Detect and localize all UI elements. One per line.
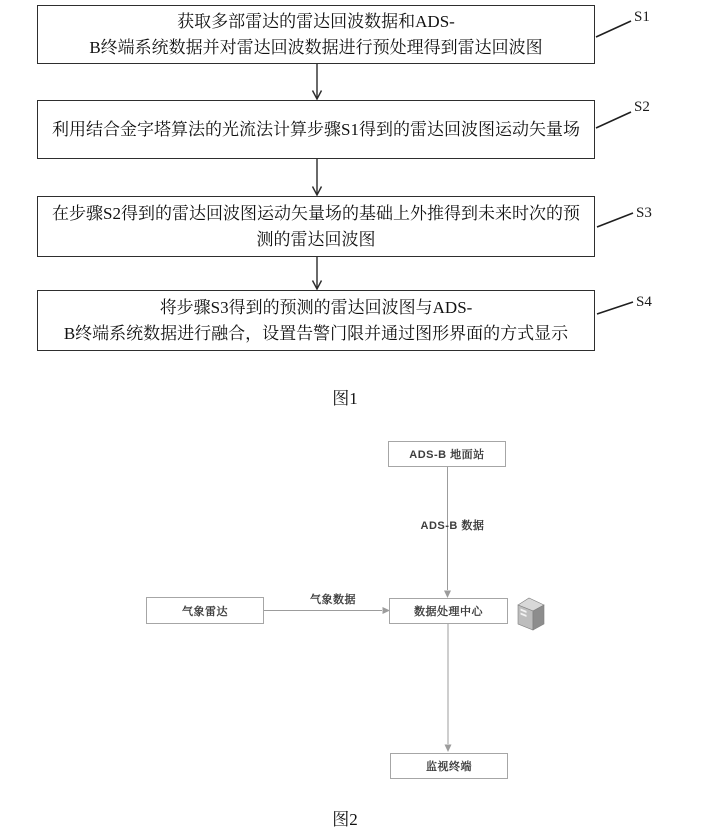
node-weather-radar-label: 气象雷达 xyxy=(182,605,228,618)
node-adsb-ground-station xyxy=(388,441,506,467)
step-label-s3: S3 xyxy=(636,205,652,221)
node-weather-radar xyxy=(146,597,264,624)
step-s3-text-line2: 测的雷达回波图 xyxy=(256,229,376,249)
node-monitor-terminal-label: 监视终端 xyxy=(426,761,472,773)
figure1-caption: 图1 xyxy=(332,389,358,408)
step-s4-text-line1: 将步骤S3得到的预测的雷达回波图与ADS- xyxy=(159,297,473,317)
step-label-s2: S2 xyxy=(634,99,650,115)
leader-line-s2 xyxy=(596,112,631,128)
step-s2-text-line1: 利用结合金字塔算法的光流法计算步骤S1得到的雷达回波图运动矢量场 xyxy=(52,119,580,139)
step-s1-text-line2: B终端系统数据并对雷达回波数据进行预处理得到雷达回波图 xyxy=(89,37,543,57)
step-s1-text-line1: 获取多部雷达的雷达回波数据和ADS- xyxy=(177,11,455,31)
arrowhead-s3-s4 xyxy=(313,281,322,290)
arrowhead-s1-s2 xyxy=(313,91,322,100)
leader-line-s4 xyxy=(597,302,633,314)
arrowhead-adsb-to-center xyxy=(444,591,451,599)
step-label-s4: S4 xyxy=(636,294,652,310)
figure2-caption: 图2 xyxy=(332,810,358,829)
server-icon-slot xyxy=(521,613,527,618)
node-monitor-terminal xyxy=(390,753,508,779)
server-icon-slot xyxy=(521,609,527,614)
node-data-processing-center-label: 数据处理中心 xyxy=(414,606,483,618)
arrowhead-center-to-monitor xyxy=(445,745,452,753)
leader-line-s1 xyxy=(596,21,631,37)
step-s3-text-line1: 在步骤S2得到的雷达回波图运动矢量场的基础上外推得到未来时次的预 xyxy=(52,203,580,223)
server-icon xyxy=(518,598,544,630)
edge-label-adsb-data: ADS-B 数据 xyxy=(420,520,485,532)
server-icon-side-face xyxy=(533,605,544,630)
step-box-s3 xyxy=(37,196,595,257)
step-label-s1: S1 xyxy=(634,9,650,25)
step-box-s1 xyxy=(37,5,595,64)
step-box-s2 xyxy=(37,100,595,159)
server-icon-front-face xyxy=(518,605,533,630)
leader-line-s3 xyxy=(597,213,633,227)
arrowhead-s2-s3 xyxy=(313,187,322,196)
edge-label-weather-data: 气象数据 xyxy=(310,594,356,606)
node-adsb-ground-station-label: ADS-B 地面站 xyxy=(409,449,485,461)
step-box-s4 xyxy=(37,290,595,351)
node-data-processing-center xyxy=(389,598,508,624)
server-icon-top-face xyxy=(518,598,544,611)
step-s4-text-line2: B终端系统数据进行融合，设置告警门限并通过图形界面的方式显示 xyxy=(63,323,569,343)
